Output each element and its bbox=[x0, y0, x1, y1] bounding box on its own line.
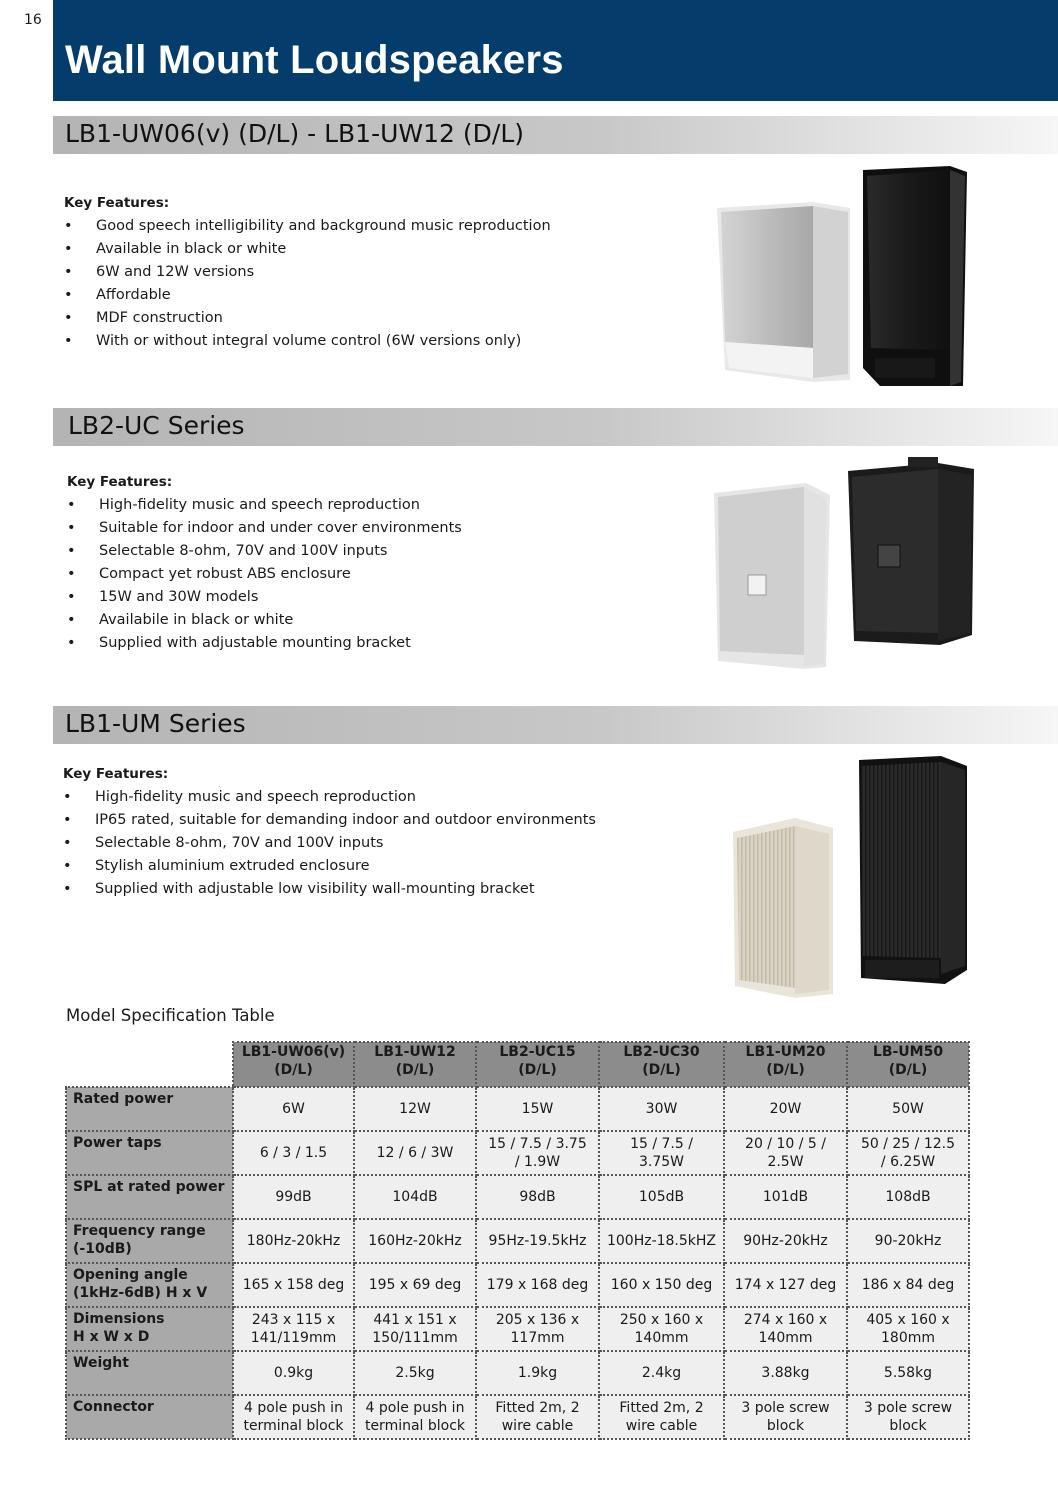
key-features-label: Key Features: bbox=[63, 766, 169, 782]
row-header: Rated power bbox=[66, 1087, 233, 1131]
table-cell: Fitted 2m, 2 wire cable bbox=[476, 1395, 599, 1439]
feature-list bbox=[64, 215, 551, 353]
table-cell: 3 pole screw block bbox=[847, 1395, 969, 1439]
feature-item: • High-fidelity music and speech reproduction bbox=[67, 494, 462, 517]
feature-item: • High-fidelity music and speech reproduction bbox=[63, 786, 596, 809]
section-heading: LB2-UC Series bbox=[68, 411, 245, 440]
section-header-lb1-uw bbox=[53, 116, 1058, 154]
feature-list bbox=[67, 494, 462, 655]
table-cell: 100Hz-18.5kHZ bbox=[599, 1219, 724, 1263]
table-cell: 12 / 6 / 3W bbox=[354, 1131, 476, 1175]
table-row bbox=[66, 1219, 969, 1263]
table-cell: 104dB bbox=[354, 1175, 476, 1219]
table-cell: 6W bbox=[233, 1087, 354, 1131]
section-heading: LB1-UM Series bbox=[65, 709, 246, 738]
feature-item: • MDF construction bbox=[64, 307, 551, 330]
table-cell: 90Hz-20kHz bbox=[724, 1219, 847, 1263]
table-cell: 5.58kg bbox=[847, 1351, 969, 1395]
table-cell: 205 x 136 x 117mm bbox=[476, 1307, 599, 1351]
table-cell: 160 x 150 deg bbox=[599, 1263, 724, 1307]
row-header: Opening angle (1kHz-6dB) H x V bbox=[66, 1263, 233, 1307]
lb1-uw-speakers-image bbox=[705, 160, 985, 392]
feature-item: • IP65 rated, suitable for demanding indoor and outdoor environments bbox=[63, 809, 596, 832]
table-cell: 15 / 7.5 / 3.75 / 1.9W bbox=[476, 1131, 599, 1175]
page-number: 16 bbox=[24, 12, 42, 28]
table-cell: 101dB bbox=[724, 1175, 847, 1219]
table-cell: 250 x 160 x 140mm bbox=[599, 1307, 724, 1351]
page-title: Wall Mount Loudspeakers bbox=[65, 38, 564, 82]
table-cell: 95Hz-19.5kHz bbox=[476, 1219, 599, 1263]
feature-item: • Compact yet robust ABS enclosure bbox=[67, 563, 462, 586]
lb1-um-speakers-image bbox=[725, 752, 975, 1000]
key-features-label: Key Features: bbox=[67, 474, 173, 490]
table-row bbox=[66, 1175, 969, 1219]
row-header: Frequency range (-10dB) bbox=[66, 1219, 233, 1263]
feature-item: • Available in black or white bbox=[64, 238, 551, 261]
row-header: Power taps bbox=[66, 1131, 233, 1175]
table-cell: 3 pole screw block bbox=[724, 1395, 847, 1439]
table-corner bbox=[66, 1042, 233, 1087]
table-cell: 90-20kHz bbox=[847, 1219, 969, 1263]
table-row bbox=[66, 1131, 969, 1175]
feature-item: • Stylish aluminium extruded enclosure bbox=[63, 855, 596, 878]
features-lb2-uc bbox=[67, 474, 462, 655]
table-cell: 105dB bbox=[599, 1175, 724, 1219]
model-header: LB2-UC30 (D/L) bbox=[599, 1042, 724, 1087]
table-cell: 2.5kg bbox=[354, 1351, 476, 1395]
spec-table-title: Model Specification Table bbox=[66, 1006, 275, 1025]
table-cell: 30W bbox=[599, 1087, 724, 1131]
feature-item: • Suitable for indoor and under cover environments bbox=[67, 517, 462, 540]
table-cell: 3.88kg bbox=[724, 1351, 847, 1395]
feature-item: • 6W and 12W versions bbox=[64, 261, 551, 284]
feature-item: • Affordable bbox=[64, 284, 551, 307]
table-cell: 98dB bbox=[476, 1175, 599, 1219]
feature-item: • With or without integral volume control (6W versions only) bbox=[64, 330, 551, 353]
features-lb1-uw bbox=[64, 195, 551, 353]
model-header: LB1-UW12 (D/L) bbox=[354, 1042, 476, 1087]
table-cell: 174 x 127 deg bbox=[724, 1263, 847, 1307]
features-lb1-um bbox=[63, 766, 596, 901]
table-cell: 15 / 7.5 / 3.75W bbox=[599, 1131, 724, 1175]
row-header: Connector bbox=[66, 1395, 233, 1439]
table-cell: 20 / 10 / 5 / 2.5W bbox=[724, 1131, 847, 1175]
table-cell: 0.9kg bbox=[233, 1351, 354, 1395]
table-cell: 274 x 160 x 140mm bbox=[724, 1307, 847, 1351]
section-header-lb2-uc bbox=[53, 408, 1058, 446]
lb2-uc-speakers-image bbox=[708, 455, 986, 673]
table-cell: 12W bbox=[354, 1087, 476, 1131]
section-header-lb1-um bbox=[53, 706, 1058, 744]
table-cell: 4 pole push in terminal block bbox=[354, 1395, 476, 1439]
feature-list bbox=[63, 786, 596, 901]
table-cell: 1.9kg bbox=[476, 1351, 599, 1395]
table-cell: 50W bbox=[847, 1087, 969, 1131]
row-header: Dimensions H x W x D bbox=[66, 1307, 233, 1351]
table-cell: 441 x 151 x 150/111mm bbox=[354, 1307, 476, 1351]
table-cell: 179 x 168 deg bbox=[476, 1263, 599, 1307]
table-cell: 160Hz-20kHz bbox=[354, 1219, 476, 1263]
table-cell: 405 x 160 x 180mm bbox=[847, 1307, 969, 1351]
table-cell: 186 x 84 deg bbox=[847, 1263, 969, 1307]
feature-item: • Selectable 8-ohm, 70V and 100V inputs bbox=[67, 540, 462, 563]
table-cell: 243 x 115 x 141/119mm bbox=[233, 1307, 354, 1351]
table-row bbox=[66, 1087, 969, 1131]
model-header: LB2-UC15 (D/L) bbox=[476, 1042, 599, 1087]
model-header: LB-UM50 (D/L) bbox=[847, 1042, 969, 1087]
feature-item: • Supplied with adjustable mounting bracket bbox=[67, 632, 462, 655]
table-cell: Fitted 2m, 2 wire cable bbox=[599, 1395, 724, 1439]
table-cell: 2.4kg bbox=[599, 1351, 724, 1395]
feature-item: • 15W and 30W models bbox=[67, 586, 462, 609]
feature-item: • Good speech intelligibility and background music reproduction bbox=[64, 215, 551, 238]
feature-item: • Supplied with adjustable low visibility wall-mounting bracket bbox=[63, 878, 596, 901]
table-cell: 6 / 3 / 1.5 bbox=[233, 1131, 354, 1175]
table-cell: 165 x 158 deg bbox=[233, 1263, 354, 1307]
feature-item: • Availabile in black or white bbox=[67, 609, 462, 632]
table-row bbox=[66, 1307, 969, 1351]
table-cell: 180Hz-20kHz bbox=[233, 1219, 354, 1263]
table-cell: 4 pole push in terminal block bbox=[233, 1395, 354, 1439]
table-cell: 99dB bbox=[233, 1175, 354, 1219]
row-header: SPL at rated power bbox=[66, 1175, 233, 1219]
spec-table bbox=[65, 1041, 970, 1440]
model-header: LB1-UW06(v) (D/L) bbox=[233, 1042, 354, 1087]
table-cell: 15W bbox=[476, 1087, 599, 1131]
key-features-label: Key Features: bbox=[64, 195, 170, 211]
table-row bbox=[66, 1351, 969, 1395]
section-heading: LB1-UW06(v) (D/L) - LB1-UW12 (D/L) bbox=[65, 119, 524, 148]
table-row bbox=[66, 1263, 969, 1307]
table-row bbox=[66, 1395, 969, 1439]
table-cell: 195 x 69 deg bbox=[354, 1263, 476, 1307]
row-header: Weight bbox=[66, 1351, 233, 1395]
title-bar bbox=[53, 0, 1058, 101]
table-cell: 20W bbox=[724, 1087, 847, 1131]
table-cell: 108dB bbox=[847, 1175, 969, 1219]
feature-item: • Selectable 8-ohm, 70V and 100V inputs bbox=[63, 832, 596, 855]
table-cell: 50 / 25 / 12.5 / 6.25W bbox=[847, 1131, 969, 1175]
model-header: LB1-UM20 (D/L) bbox=[724, 1042, 847, 1087]
